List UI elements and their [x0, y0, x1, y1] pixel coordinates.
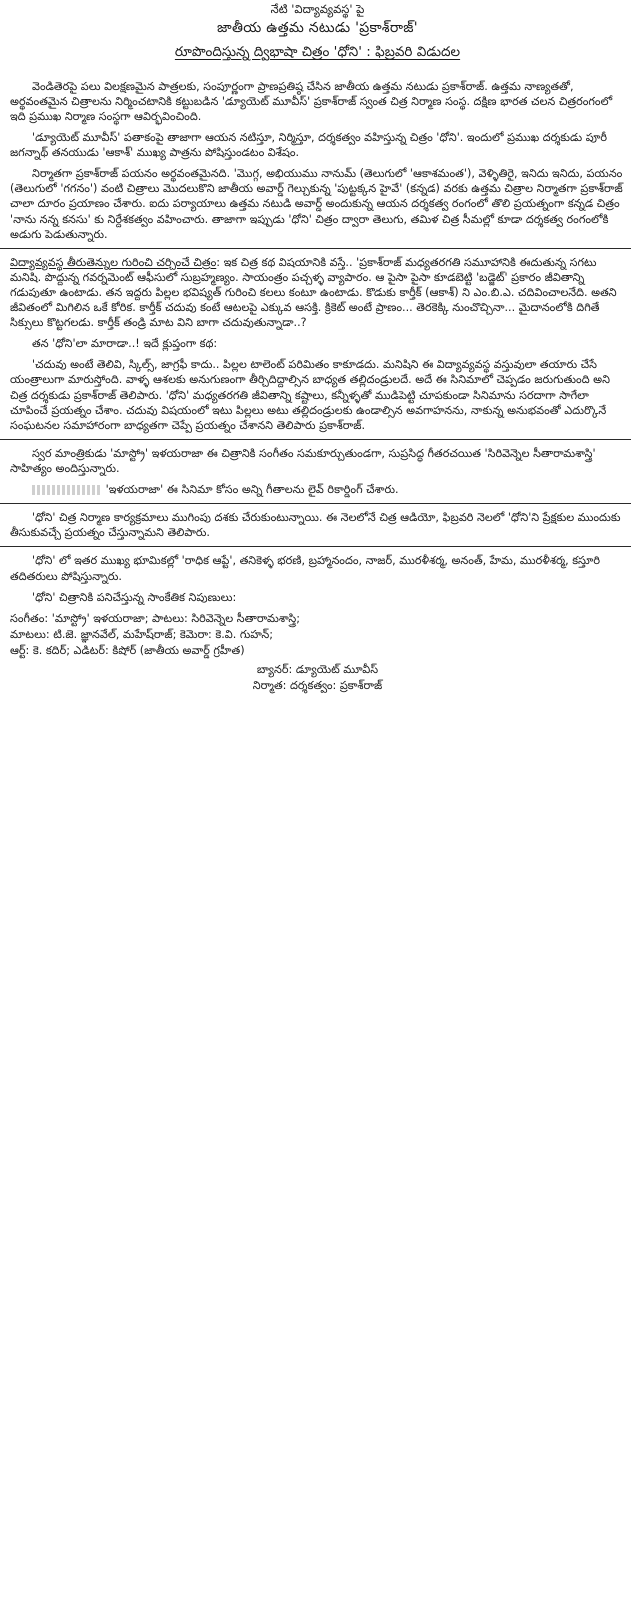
section-music [10, 446, 625, 497]
story-text-1: : ఇక చిత్ర కథ విషయానికి వస్తే.. 'ప్రకాశ్‌రాజ్ మధ్యతరగతి సమూహానికి ఈదుతున్న సగటు మనిషి. పొద్దున్న గవర్నమెంట్ ఆఫీసులో సుబ్రహ్మణ్యం. సాయంత్రం పచ్చళ్ళ వ్యాపారం. ఆ పైసా పైసా కూడబెట్టి 'బడ్జెట్' ప్రకారం జీవితాన్ని గడుపుతూ ఉంటాడు. తన ఇద్దరు పిల్లల భవిష్యత్ గురించి కలలు కంటూ ఉంటాడు. కొడుకు కార్తీక్ (ఆకాశ్) ని ఎం.బి.ఎ. చదివించాలనేది. అతని జీవితంలో మిగిలిన ఒకే కోరిక. కార్తీక్ చదువు కంటే ఆటలపై ఎక్కువ ఆసక్తి. క్రికెట్ అంటే ప్రాణం... తెరకెక్కి నుంచొచ్చినా... మైదానంలోకి దిగితే సిక్సులు కొట్టగలడు. కార్తీక్ తండ్రి మాట విని బాగా చదువుతున్నాడా..? [10, 255, 617, 330]
story-title: విద్యావ్యవస్థ తీరుతెన్నుల గురించి చర్చించే చిత్రం [10, 255, 217, 269]
intro-paragraph-2: 'డ్యూయెట్ మూవీస్' పతాకంపై తాజాగా ఆయన నటిస్తూ, నిర్మిస్తూ, దర్శకత్వం వహిస్తున్న చిత్రం 'ధోని'. ఇందులో ప్రముఖ దర్శకుడు పూరీ జగన్నాథ్ తనయుడు 'ఆకాశ్' ముఖ్య పాత్రను పోషిస్తుండటం విశేషం. [10, 130, 607, 160]
producer-line: నిర్మాత: దర్శకత్వం: ప్రకాశ్‌రాజ్ [252, 679, 383, 693]
story-paragraph-1 [10, 255, 625, 331]
release-paragraph: 'ధోని' చిత్ర నిర్మాణ కార్యక్రమాలు ముగింపు దశకు చేరుకుంటున్నాయి. ఈ నెలలోనే చిత్ర ఆడియో, ఫిబ్రవరి నెలలో 'ధోని'ని ప్రేక్షకుల ముందుకు తీసుకువచ్చే ప్రయత్నం చేస్తున్నామని తెలిపారు. [10, 511, 621, 540]
divider-1 [0, 248, 631, 249]
header [10, 0, 625, 62]
intro-paragraph-1: వెండితెరపై పలు విలక్షణమైన పాత్రలకు, సంపూర్ణంగా ప్రాణప్రతిష్ఠ చేసిన జాతీయ ఉత్తమ నటుడు ప్రకాశ్‌రాజ్. ఉత్తమ నాణ్యతతో, అర్థవంతమైన చిత్రాలను నిర్మించటానికి కట్టుబడిన 'డ్యూయెట్ మూవీస్' ప్రకాశ్‌రాజ్ స్వంత చిత్ర నిర్మాణ సంస్థ. దక్షిణ భారత చలన చిత్రరంగంలో ఇది ప్రముఖ నిర్మాణ సంస్థగా ఆవిర్భవించింది. [10, 79, 613, 123]
scribble-mark [32, 485, 102, 495]
section-story [10, 255, 625, 433]
music-paragraph-2 [10, 482, 625, 497]
divider-2 [0, 439, 631, 440]
section-release [10, 510, 625, 540]
section-cast-crew [10, 553, 625, 693]
credit-line-2: మాటలు: టి.జె. జ్ఞానవేల్, మహేష్‌రాజ్; కెమెరా: కె.వి. గుహన్; [10, 627, 274, 641]
divider-3 [0, 503, 631, 504]
banner-line: బ్యానర్: డ్యూయెట్ మూవీస్ [256, 663, 379, 677]
intro-paragraph-3: నిర్మాతగా ప్రకాశ్‌రాజ్ పయనం అర్థవంతమైనది. 'మొగ్గ, అభియుము నానుమ్ (తెలుగులో 'ఆకాశమంత'), వెళ్ళితిరై, ఇనిదు ఇనిదు, పయనం (తెలుగులో 'గగనం') వంటి చిత్రాలు మొదలుకొని జాతీయ అవార్డ్ గెల్చుకున్న 'పుట్టక్కన హైవే' (కన్నడ) వరకు ఉత్తమ చిత్రాల నిర్మాతగా ప్రకాశ్‌రాజ్ చాలా దూరం ప్రయాణం చేశారు. ఐదు పర్యాయాలు ఉత్తమ నటుడి అవార్డ్ అందుకున్న ఆయన దర్శకత్వ రంగంలో తొలి ప్రయత్నంగా కన్నడ చిత్రం 'నాను నన్న కనసు' కు నిర్దేశకత్వం వహించారు. తాజాగా ఇప్పుడు 'ధోని' చిత్రం ద్వారా తెలుగు, తమిళ చిత్ర సీమల్లో కూడా దర్శకత్వ రంగంలోకి అడుగు పెడుతున్నారు. [10, 167, 623, 241]
header-line-1: నేటి 'విద్యావ్యవస్థ' పై [270, 2, 365, 16]
credit-line-1: సంగీతం: 'మాస్ట్రో' ఇళయరాజా; పాటలు: సిరివెన్నెల సీతారామశాస్త్రి; [10, 611, 300, 625]
header-line-2: జాతీయ ఉత్తమ నటుడు 'ప్రకాశ్‌రాజ్' [217, 19, 418, 36]
story-paragraph-3: 'చదువు అంటే తెలివి, స్కిల్స్, జాగ్రఫీ కాదు.. పిల్లల టాలెంట్ పరిమితం కాకూడదు. మనిషిని ఈ విద్యావ్యవస్థ వస్తువులా తయారు చేసే యంత్రాలుగా మారుస్తోంది. వాళ్ళ ఆశలకు అనుగుణంగా తీర్చిదిద్దాల్సిన బాధ్యత తల్లిదండ్రులదే. అదే ఈ సినిమాలో చెప్పడం జరుగుతుంది అని చిత్ర దర్శకుడు ప్రకాశ్‌రాజ్ తెలిపారు. 'ధోని' మధ్యతరగతి జీవితాన్ని కష్టాలు, కన్నీళ్ళతో ముడిపెట్టి చూపకుండా సినిమాను సరదాగా సాగేలా చూపించే ప్రయత్నం చేశాం. చదువు విషయంలో ఇటు పిల్లలు అటు తల్లిదండ్రులకు ఉండాల్సిన అవగాహనను, నాకున్న అనుభవంతో ఎదుర్కొనే సంఘటనల సమాహారంగా బాధ్యతగా చెప్పే ప్రయత్నం చేశానని తెలిపారు ప్రకాశ్‌రాజ్. [10, 358, 610, 432]
cast-paragraph: 'ధోని' లో ఇతర ముఖ్య భూమికల్లో 'రాధిక ఆప్టే', తనికెళ్ళ భరణి, బ్రహ్మానందం, నాజర్, మురళీశర్మ, అనంత్, హేమ, మురళీశర్మ, కస్తూరి తదితరులు పోషిస్తున్నారు. [10, 554, 601, 583]
credit-line-3: ఆర్ట్: కె. కదిర్; ఎడిటర్: కిషోర్ (జాతీయ అవార్డ్ గ్రహీత) [10, 644, 245, 658]
story-paragraph-2: తన 'ధోని'లా మారాడా..! ఇదే క్లుప్తంగా కథ: [32, 337, 218, 351]
divider-4 [0, 546, 631, 547]
section-intro [10, 79, 625, 242]
crew-heading: 'ధోని' చిత్రానికి పనిచేస్తున్న సాంకేతిక నిపుణులు: [32, 590, 237, 604]
divider-top [0, 72, 631, 73]
header-line-3: రూపొందిస్తున్న ద్విభాషా చిత్రం 'ధోని' : ఫిబ్రవరి విడుదల [174, 44, 461, 61]
music-paragraph-2-text: 'ఇళయరాజా' ఈ సినిమా కోసం అన్ని గీతాలను లైవ్ రికార్డింగ్ చేశారు. [105, 483, 399, 497]
music-paragraph-1: స్వర మాంత్రికుడు 'మాస్ట్రో' ఇళయరాజా ఈ చిత్రానికి సంగీతం సమకూర్చుతుండగా, సుప్రసిద్ధ గీతరచయిత 'సిరివెన్నెల సీతారామశాస్త్రి' సాహిత్యం అందిస్తున్నారు. [10, 446, 596, 476]
